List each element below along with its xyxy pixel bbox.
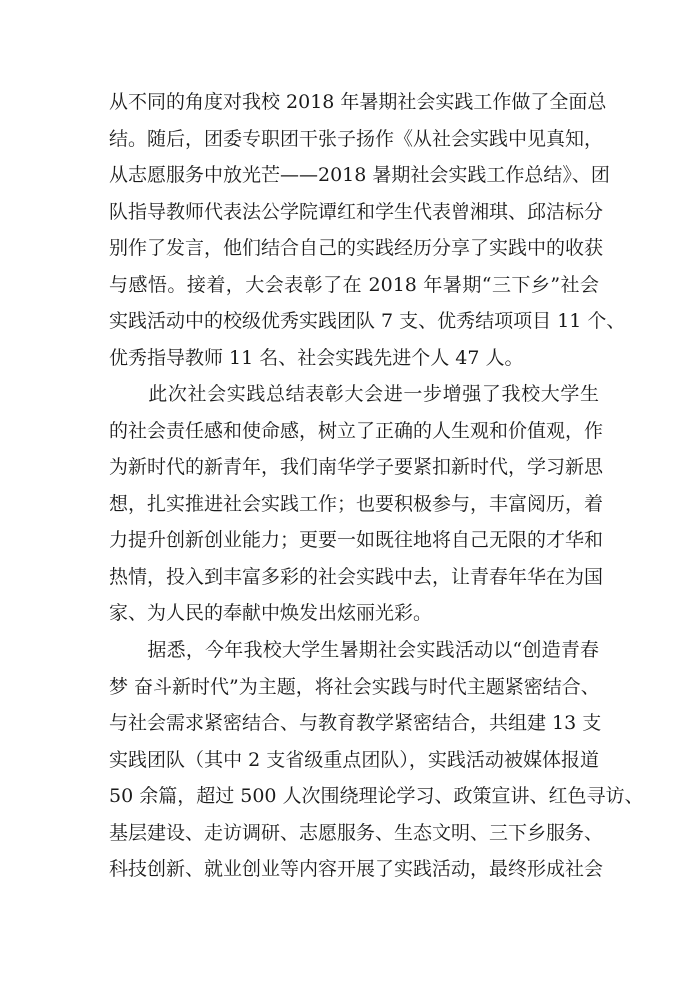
- text-line: 家、为人民的奉献中焕发出炫丽光彩。: [109, 602, 433, 624]
- text-line: 为新时代的新青年，我们南华学子要紧扣新时代，学习新思: [109, 456, 604, 478]
- text-line: 据悉，今年我校大学生暑期社会实践活动以“创造青春: [109, 639, 599, 661]
- text-line: 力提升创新创业能力；更要一如既往地将自己无限的才华和: [109, 529, 604, 551]
- text-line: 科技创新、就业创业等内容开展了实践活动，最终形成社会: [109, 858, 604, 880]
- text-line: 梦 奋斗新时代”为主题，将社会实践与时代主题紧密结合、: [109, 675, 600, 698]
- paragraph-3: [109, 632, 644, 888]
- text-line: 从志愿服务中放光芒——2018 暑期社会实践工作总结》、团: [109, 164, 610, 186]
- text-line: 与感悟。接着，大会表彰了在 2018 年暑期“三下乡”社会: [109, 273, 599, 296]
- text-line: 与社会需求紧密结合、与教育教学紧密结合，共组建 13 支: [109, 712, 602, 734]
- text-line: 从不同的角度对我校 2018 年暑期社会实践工作做了全面总: [109, 91, 607, 113]
- paragraph-2: [109, 376, 604, 632]
- text-line: 此次社会实践总结表彰大会进一步增强了我校大学生: [109, 383, 599, 405]
- text-line: 优秀指导教师 11 名、社会实践先进个人 47 人。: [109, 346, 524, 369]
- text-line: 实践活动中的校级优秀实践团队 7 支、优秀结项项目 11 个、: [109, 310, 626, 332]
- text-line: 热情，投入到丰富多彩的社会实践中去，让青春年华在为国: [109, 565, 604, 588]
- paragraph-1: [109, 84, 626, 376]
- text-line: 队指导教师代表法公学院谭红和学生代表曾湘琪、邱洁标分: [109, 200, 604, 223]
- text-line: 结。随后，团委专职团干张子扬作《从社会实践中见真知，: [109, 127, 604, 150]
- text-line: 的社会责任感和使命感，树立了正确的人生观和价值观，作: [109, 419, 604, 442]
- text-line: 想，扎实推进社会实践工作；也要积极参与，丰富阅历，着: [109, 492, 604, 515]
- text-line: 基层建设、走访调研、志愿服务、生态文明、三下乡服务、: [109, 821, 604, 844]
- text-line: 别作了发言，他们结合自己的实践经历分享了实践中的收获: [109, 237, 604, 259]
- text-line: 实践团队（其中 2 支省级重点团队），实践活动被媒体报道: [109, 748, 599, 771]
- text-line: 50 余篇，超过 500 人次围绕理论学习、政策宣讲、红色寻访、: [109, 785, 644, 807]
